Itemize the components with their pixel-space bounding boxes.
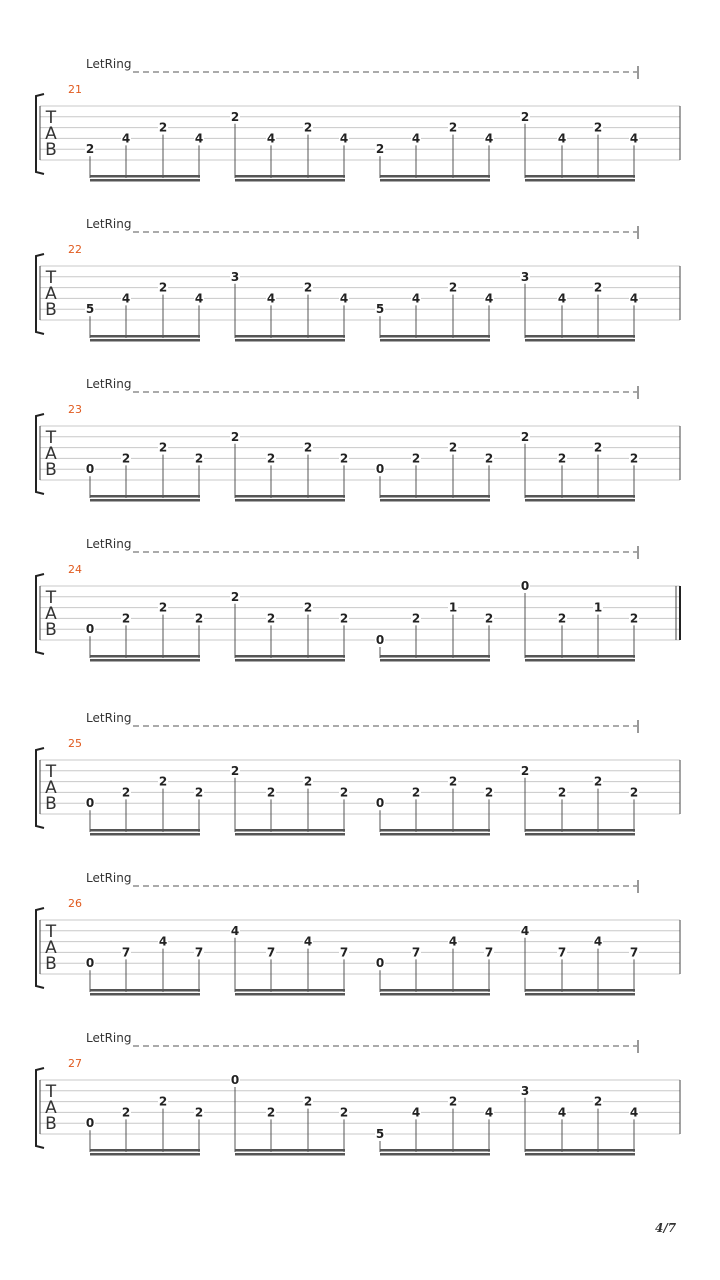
beam-primary bbox=[90, 829, 200, 832]
fret-number: 4 bbox=[411, 1105, 421, 1120]
fret-number: 1 bbox=[448, 600, 458, 615]
fret-number: 2 bbox=[557, 451, 567, 466]
fret-number: 2 bbox=[629, 785, 639, 800]
tab-clef-letter: T bbox=[45, 268, 57, 288]
beam-primary bbox=[90, 495, 200, 498]
fret-number: 7 bbox=[194, 945, 204, 960]
fret-number: 4 bbox=[557, 131, 567, 146]
fret-number: 2 bbox=[411, 451, 421, 466]
fret-number: 2 bbox=[629, 611, 639, 626]
beam-primary bbox=[525, 989, 635, 992]
fret-number: 4 bbox=[484, 1105, 494, 1120]
fret-number: 0 bbox=[85, 462, 95, 477]
fret-number: 2 bbox=[230, 763, 240, 778]
beam-secondary bbox=[90, 179, 200, 182]
fret-number: 7 bbox=[557, 945, 567, 960]
beam-secondary bbox=[380, 339, 490, 342]
tab-clef-letter: B bbox=[45, 954, 57, 974]
fret-number: 2 bbox=[520, 429, 530, 444]
fret-number: 2 bbox=[339, 611, 349, 626]
fret-number: 2 bbox=[158, 440, 168, 455]
tab-clef-letter: B bbox=[45, 620, 57, 640]
fret-number: 7 bbox=[411, 945, 421, 960]
beam-primary bbox=[235, 335, 345, 338]
let-ring-label: LetRing bbox=[86, 377, 132, 391]
fret-number: 2 bbox=[593, 440, 603, 455]
fret-number: 2 bbox=[484, 611, 494, 626]
beam-secondary bbox=[525, 179, 635, 182]
fret-number: 2 bbox=[520, 763, 530, 778]
let-ring-label: LetRing bbox=[86, 871, 132, 885]
fret-number: 4 bbox=[339, 291, 349, 306]
beam-secondary bbox=[90, 659, 200, 662]
fret-number: 2 bbox=[448, 774, 458, 789]
fret-number: 7 bbox=[266, 945, 276, 960]
beam-secondary bbox=[235, 499, 345, 502]
fret-number: 4 bbox=[158, 934, 168, 949]
let-ring-label: LetRing bbox=[86, 1031, 132, 1045]
beam-primary bbox=[235, 655, 345, 658]
fret-number: 4 bbox=[484, 291, 494, 306]
fret-number: 2 bbox=[194, 451, 204, 466]
fret-number: 2 bbox=[375, 142, 385, 157]
fret-number: 0 bbox=[375, 796, 385, 811]
fret-number: 5 bbox=[375, 1127, 385, 1141]
beam-primary bbox=[235, 1149, 345, 1152]
fret-number: 4 bbox=[230, 923, 240, 938]
fret-number: 3 bbox=[520, 1083, 530, 1098]
beam-secondary bbox=[380, 499, 490, 502]
beam-primary bbox=[235, 175, 345, 178]
beam-secondary bbox=[90, 833, 200, 836]
fret-number: 2 bbox=[411, 785, 421, 800]
beam-secondary bbox=[525, 833, 635, 836]
fret-number: 2 bbox=[484, 785, 494, 800]
beam-primary bbox=[380, 175, 490, 178]
fret-number: 2 bbox=[303, 120, 313, 135]
fret-number: 2 bbox=[194, 785, 204, 800]
tab-clef-letter: T bbox=[45, 922, 57, 942]
beam-primary bbox=[90, 1149, 200, 1152]
fret-number: 3 bbox=[520, 269, 530, 284]
fret-number: 0 bbox=[375, 956, 385, 971]
fret-number: 3 bbox=[230, 269, 240, 284]
fret-number: 2 bbox=[339, 1105, 349, 1120]
beam-primary bbox=[380, 655, 490, 658]
beam-secondary bbox=[235, 833, 345, 836]
beam-primary bbox=[525, 655, 635, 658]
beam-primary bbox=[380, 335, 490, 338]
fret-number: 0 bbox=[85, 622, 95, 637]
fret-number: 2 bbox=[339, 785, 349, 800]
beam-primary bbox=[525, 335, 635, 338]
tab-clef-letter: B bbox=[45, 300, 57, 320]
tab-clef-letter: B bbox=[45, 1114, 57, 1134]
beam-secondary bbox=[380, 833, 490, 836]
beam-primary bbox=[380, 989, 490, 992]
fret-number: 2 bbox=[194, 1105, 204, 1120]
fret-number: 4 bbox=[448, 934, 458, 949]
fret-number: 2 bbox=[158, 600, 168, 615]
let-ring-label: LetRing bbox=[86, 57, 132, 71]
tab-clef-letter: A bbox=[45, 778, 57, 798]
tab-clef-letter: A bbox=[45, 124, 57, 144]
fret-number: 2 bbox=[520, 109, 530, 124]
fret-number: 4 bbox=[121, 291, 131, 306]
fret-number: 2 bbox=[303, 1094, 313, 1109]
fret-number: 2 bbox=[629, 451, 639, 466]
beam-primary bbox=[525, 175, 635, 178]
fret-number: 2 bbox=[593, 280, 603, 295]
beam-secondary bbox=[90, 339, 200, 342]
fret-number: 2 bbox=[593, 120, 603, 135]
fret-number: 2 bbox=[411, 611, 421, 626]
beam-secondary bbox=[525, 993, 635, 996]
tab-clef-letter: B bbox=[45, 140, 57, 160]
measure-number: 22 bbox=[68, 243, 82, 256]
fret-number: 2 bbox=[303, 440, 313, 455]
tab-clef-letter: B bbox=[45, 460, 57, 480]
measure-number: 27 bbox=[68, 1057, 82, 1070]
beam-primary bbox=[235, 989, 345, 992]
tab-clef-letter: A bbox=[45, 444, 57, 464]
page-number: 4/7 bbox=[655, 1221, 677, 1235]
beam-primary bbox=[90, 989, 200, 992]
beam-secondary bbox=[235, 1153, 345, 1156]
beam-secondary bbox=[90, 499, 200, 502]
tab-clef-letter: T bbox=[45, 588, 57, 608]
beam-secondary bbox=[525, 499, 635, 502]
beam-primary bbox=[235, 495, 345, 498]
let-ring-label: LetRing bbox=[86, 711, 132, 725]
fret-number: 2 bbox=[230, 429, 240, 444]
beam-primary bbox=[380, 1149, 490, 1152]
let-ring-label: LetRing bbox=[86, 217, 132, 231]
fret-number: 4 bbox=[484, 131, 494, 146]
fret-number: 2 bbox=[303, 600, 313, 615]
fret-number: 2 bbox=[121, 1105, 131, 1120]
tab-clef-letter: B bbox=[45, 794, 57, 814]
fret-number: 4 bbox=[339, 131, 349, 146]
tab-clef-letter: A bbox=[45, 604, 57, 624]
fret-number: 4 bbox=[411, 131, 421, 146]
fret-number: 0 bbox=[230, 1073, 240, 1087]
beam-primary bbox=[525, 829, 635, 832]
beam-secondary bbox=[525, 339, 635, 342]
beam-secondary bbox=[380, 659, 490, 662]
fret-number: 2 bbox=[266, 1105, 276, 1120]
fret-number: 4 bbox=[266, 131, 276, 146]
tab-clef-letter: A bbox=[45, 1098, 57, 1118]
tab-clef-letter: T bbox=[45, 108, 57, 128]
beam-primary bbox=[525, 495, 635, 498]
measure-number: 25 bbox=[68, 737, 82, 750]
fret-number: 1 bbox=[593, 600, 603, 615]
beam-secondary bbox=[380, 993, 490, 996]
measure-number: 23 bbox=[68, 403, 82, 416]
beam-primary bbox=[90, 335, 200, 338]
fret-number: 2 bbox=[266, 451, 276, 466]
fret-number: 2 bbox=[158, 774, 168, 789]
fret-number: 0 bbox=[520, 579, 530, 593]
fret-number: 2 bbox=[158, 1094, 168, 1109]
fret-number: 4 bbox=[520, 923, 530, 938]
fret-number: 2 bbox=[266, 785, 276, 800]
beam-secondary bbox=[90, 1153, 200, 1156]
fret-number: 0 bbox=[85, 956, 95, 971]
fret-number: 2 bbox=[266, 611, 276, 626]
fret-number: 0 bbox=[85, 1116, 95, 1131]
fret-number: 2 bbox=[121, 451, 131, 466]
measure-number: 24 bbox=[68, 563, 82, 576]
beam-secondary bbox=[380, 1153, 490, 1156]
beam-primary bbox=[380, 829, 490, 832]
beam-secondary bbox=[235, 659, 345, 662]
fret-number: 7 bbox=[484, 945, 494, 960]
fret-number: 2 bbox=[194, 611, 204, 626]
fret-number: 2 bbox=[448, 280, 458, 295]
tab-clef-letter: T bbox=[45, 762, 57, 782]
beam-secondary bbox=[235, 179, 345, 182]
tab-clef-letter: T bbox=[45, 428, 57, 448]
beam-primary bbox=[235, 829, 345, 832]
fret-number: 7 bbox=[339, 945, 349, 960]
fret-number: 2 bbox=[121, 611, 131, 626]
fret-number: 2 bbox=[593, 774, 603, 789]
tab-clef-letter: A bbox=[45, 938, 57, 958]
fret-number: 2 bbox=[339, 451, 349, 466]
let-ring-label: LetRing bbox=[86, 537, 132, 551]
fret-number: 4 bbox=[266, 291, 276, 306]
fret-number: 5 bbox=[375, 302, 385, 317]
tab-clef-letter: T bbox=[45, 1082, 57, 1102]
beam-primary bbox=[380, 495, 490, 498]
fret-number: 4 bbox=[557, 291, 567, 306]
measure-number: 26 bbox=[68, 897, 82, 910]
beam-secondary bbox=[90, 993, 200, 996]
fret-number: 2 bbox=[593, 1094, 603, 1109]
fret-number: 2 bbox=[557, 785, 567, 800]
fret-number: 2 bbox=[484, 451, 494, 466]
fret-number: 4 bbox=[629, 291, 639, 306]
fret-number: 0 bbox=[375, 462, 385, 477]
fret-number: 2 bbox=[448, 120, 458, 135]
fret-number: 2 bbox=[557, 611, 567, 626]
fret-number: 2 bbox=[158, 120, 168, 135]
beam-secondary bbox=[235, 993, 345, 996]
fret-number: 7 bbox=[629, 945, 639, 960]
fret-number: 0 bbox=[85, 796, 95, 811]
fret-number: 2 bbox=[158, 280, 168, 295]
fret-number: 2 bbox=[85, 142, 95, 157]
fret-number: 2 bbox=[121, 785, 131, 800]
fret-number: 4 bbox=[303, 934, 313, 949]
beam-primary bbox=[90, 655, 200, 658]
fret-number: 0 bbox=[375, 633, 385, 647]
fret-number: 4 bbox=[194, 291, 204, 306]
fret-number: 4 bbox=[411, 291, 421, 306]
beam-primary bbox=[525, 1149, 635, 1152]
measure-number: 21 bbox=[68, 83, 82, 96]
fret-number: 2 bbox=[448, 1094, 458, 1109]
fret-number: 2 bbox=[303, 280, 313, 295]
fret-number: 4 bbox=[557, 1105, 567, 1120]
beam-secondary bbox=[525, 659, 635, 662]
fret-number: 4 bbox=[629, 131, 639, 146]
fret-number: 2 bbox=[230, 109, 240, 124]
fret-number: 4 bbox=[629, 1105, 639, 1120]
beam-primary bbox=[90, 175, 200, 178]
fret-number: 2 bbox=[230, 589, 240, 604]
fret-number: 4 bbox=[593, 934, 603, 949]
beam-secondary bbox=[235, 339, 345, 342]
fret-number: 5 bbox=[85, 302, 95, 317]
fret-number: 2 bbox=[303, 774, 313, 789]
fret-number: 4 bbox=[194, 131, 204, 146]
beam-secondary bbox=[380, 179, 490, 182]
fret-number: 4 bbox=[121, 131, 131, 146]
fret-number: 2 bbox=[448, 440, 458, 455]
fret-number: 7 bbox=[121, 945, 131, 960]
tab-clef-letter: A bbox=[45, 284, 57, 304]
beam-secondary bbox=[525, 1153, 635, 1156]
